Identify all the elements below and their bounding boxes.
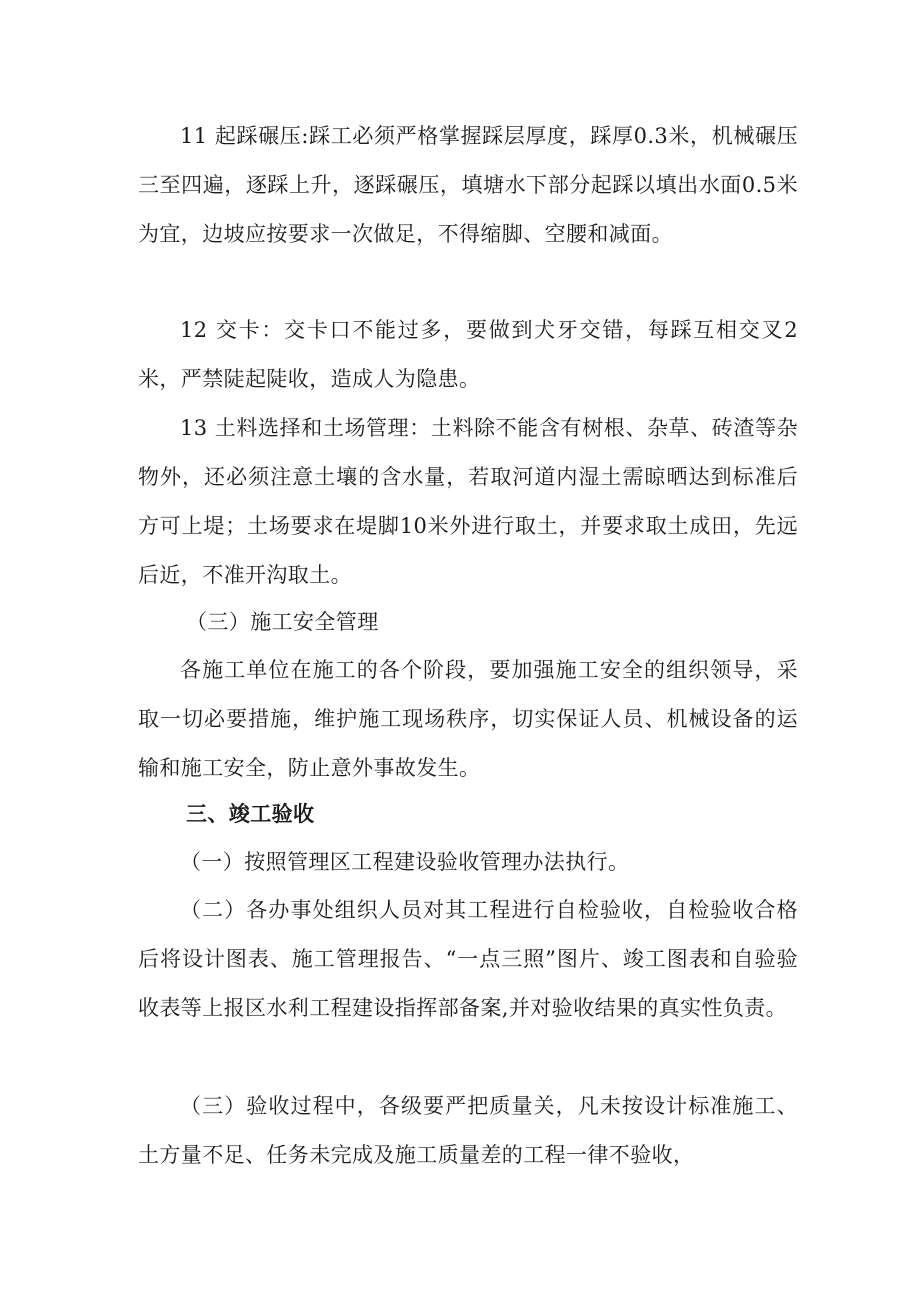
paragraph-acceptance-1: （一）按照管理区工程建设验收管理办法执行。: [180, 850, 630, 874]
subsection-heading-construction-safety: （三）施工安全管理: [186, 610, 379, 634]
section-heading-completion-acceptance: 三、竣工验收: [186, 802, 315, 826]
paragraph-acceptance-2: （二）各办事处组织人员对其工程进行自检验收，自检验收合格后将设计图表、施工管理报告、“一点三照”图片、竣工图表和自验验收表等上报区水利工程建设指挥部备案,并对验收结果的真实性负责。: [138, 898, 798, 1020]
paragraph-item-12-joint: 12 交卡：交卡口不能过多，要做到犬牙交错，每踩互相交叉2米，严禁陡起陡收，造成人为隐患。: [138, 318, 798, 391]
paragraph-item-11-compaction: 11 起踩碾压:踩工必须严格掌握踩层厚度，踩厚0.3米，机械碾压三至四遍，逐踩上升，逐踩碾压，填塘水下部分起踩以填出水面0.5米为宜，边坡应按要求一次做足，不得缩脚、空腰和减面。: [138, 124, 798, 246]
paragraph-acceptance-3: （三）验收过程中，各级要严把质量关，凡未按设计标准施工、土方量不足、任务未完成及施工质量差的工程一律不验收，: [138, 1094, 798, 1167]
paragraph-safety-management: 各施工单位在施工的各个阶段，要加强施工安全的组织领导，采取一切必要措施，维护施工现场秩序，切实保证人员、机械设备的运输和施工安全，防止意外事故发生。: [138, 658, 798, 780]
paragraph-item-13-soil-management: 13 土料选择和土场管理：土料除不能含有树根、杂草、砖渣等杂物外，还必须注意土壤的含水量，若取河道内湿土需晾晒达到标准后方可上堤；土场要求在堤脚10米外进行取土，并要求取土成田，先远后近，不准开沟取土。: [138, 416, 798, 587]
